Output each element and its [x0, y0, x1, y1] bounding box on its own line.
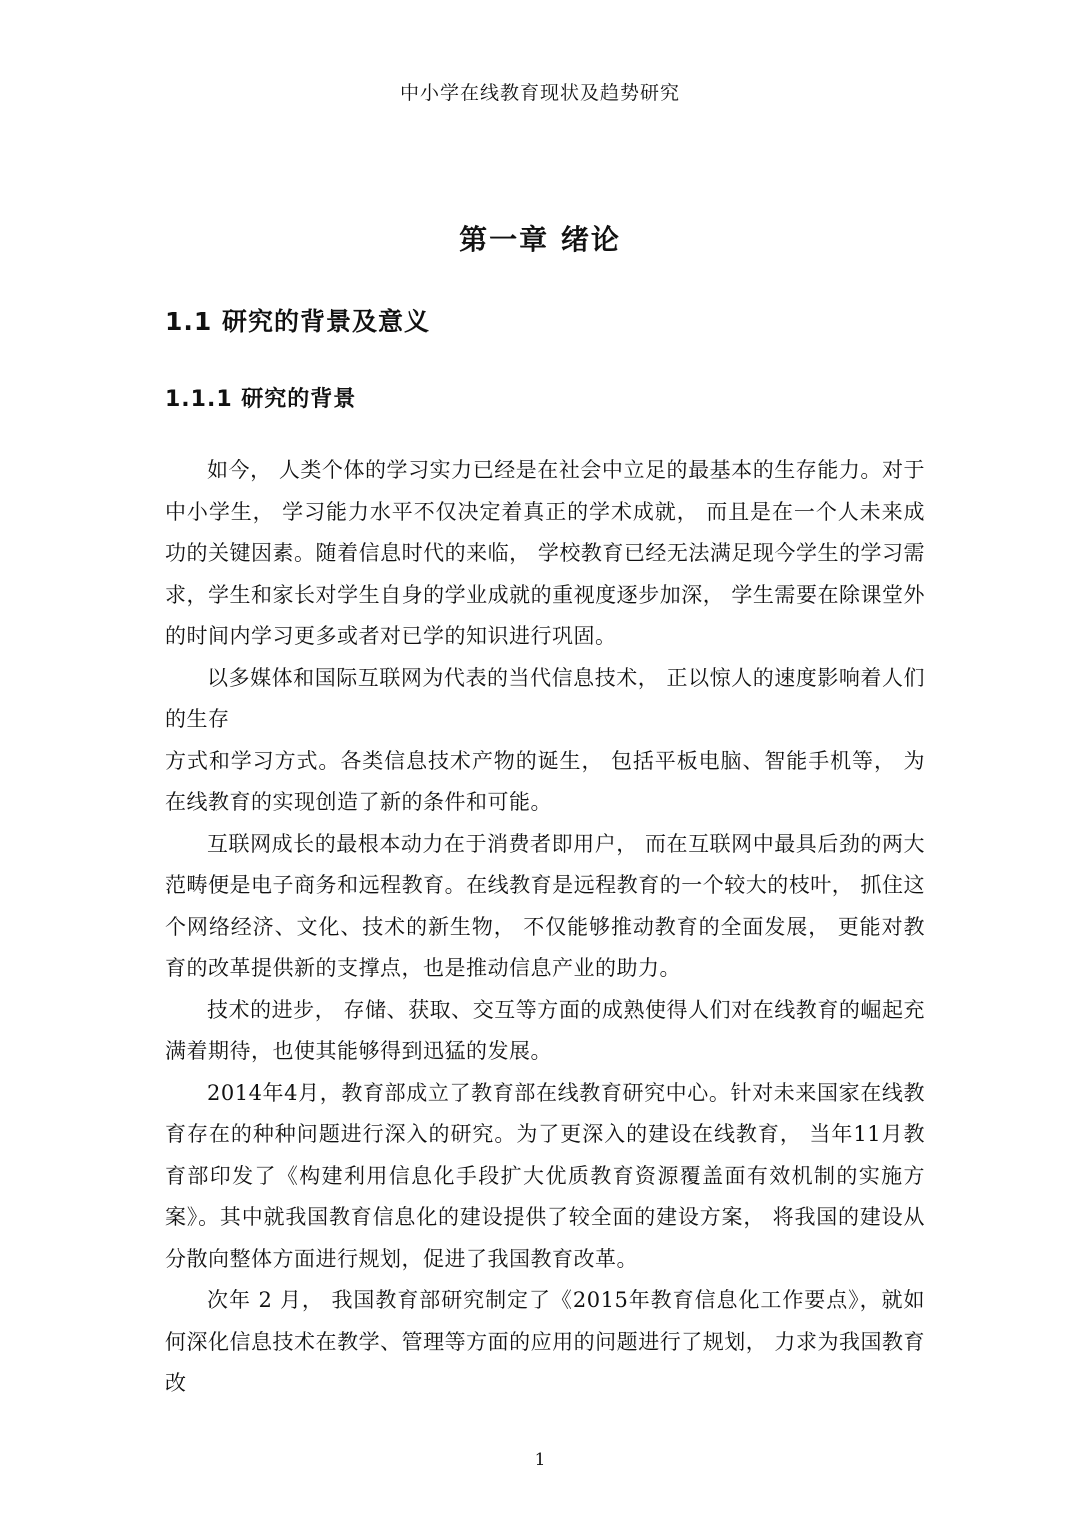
- paragraph-1: 如今， 人类个体的学习实力已经是在社会中立足的最基本的生存能力。对于中小学生， 学习能力水平不仅决定着真正的学术成就， 而且是在一个人未来成功的关键因素。随着信息时代的来临， 学校教育已经无法满足现今学生的学习需求，学生和家长对学生自身的学业成就的重视度逐步加深， 学生需要在除课堂外的时间内学习更多或者对已学的知识进行巩固。: [165, 458, 925, 648]
- paragraph-2-continued: 方式和学习方式。各类信息技术产物的诞生， 包括平板电脑、智能手机等， 为在线教育的实现创造了新的条件和可能。: [165, 748, 925, 814]
- subsection-heading: 1.1.1 研究的背景: [165, 387, 357, 412]
- paragraph-5: 2014年4月，教育部成立了教育部在线教育研究中心。针对未来国家在线教育存在的种种问题进行深入的研究。为了更深入的建设在线教育， 当年11月教育部印发了《构建利用信息化手段扩大优质教育资源覆盖面有效机制的实施方案》。其中就我国教育信息化的建设提供了较全面的建设方案， 将我国的建设从分散向整体方面进行规划，促进了我国教育改革。: [165, 1080, 925, 1271]
- page-number: 1: [534, 1450, 546, 1470]
- paragraph-3: 互联网成长的最根本动力在于消费者即用户， 而在互联网中最具后劲的两大范畴便是电子商务和远程教育。在线教育是远程教育的一个较大的枝叶， 抓住这个网络经济、文化、技术的新生物， 不仅能够推动教育的全面发展， 更能对教育的改革提供新的支撑点，也是推动信息产业的助力。: [165, 831, 925, 980]
- chapter-title: 第一章 绪论: [459, 223, 621, 256]
- paragraph-4: 技术的进步， 存储、获取、交互等方面的成熟使得人们对在线教育的崛起充满着期待，也使其能够得到迅猛的发展。: [165, 997, 925, 1063]
- paragraph-2: 以多媒体和国际互联网为代表的当代信息技术， 正以惊人的速度影响着人们的生存: [165, 665, 925, 731]
- section-heading: 1.1 研究的背景及意义: [165, 307, 430, 336]
- body-text: [165, 450, 925, 1405]
- running-header: 中小学在线教育现状及趋势研究: [399, 82, 680, 104]
- paragraph-6: 次年 2 月， 我国教育部研究制定了《2015年教育信息化工作要点》，就如何深化信息技术在教学、管理等方面的应用的问题进行了规划， 力求为我国教育改: [165, 1288, 925, 1395]
